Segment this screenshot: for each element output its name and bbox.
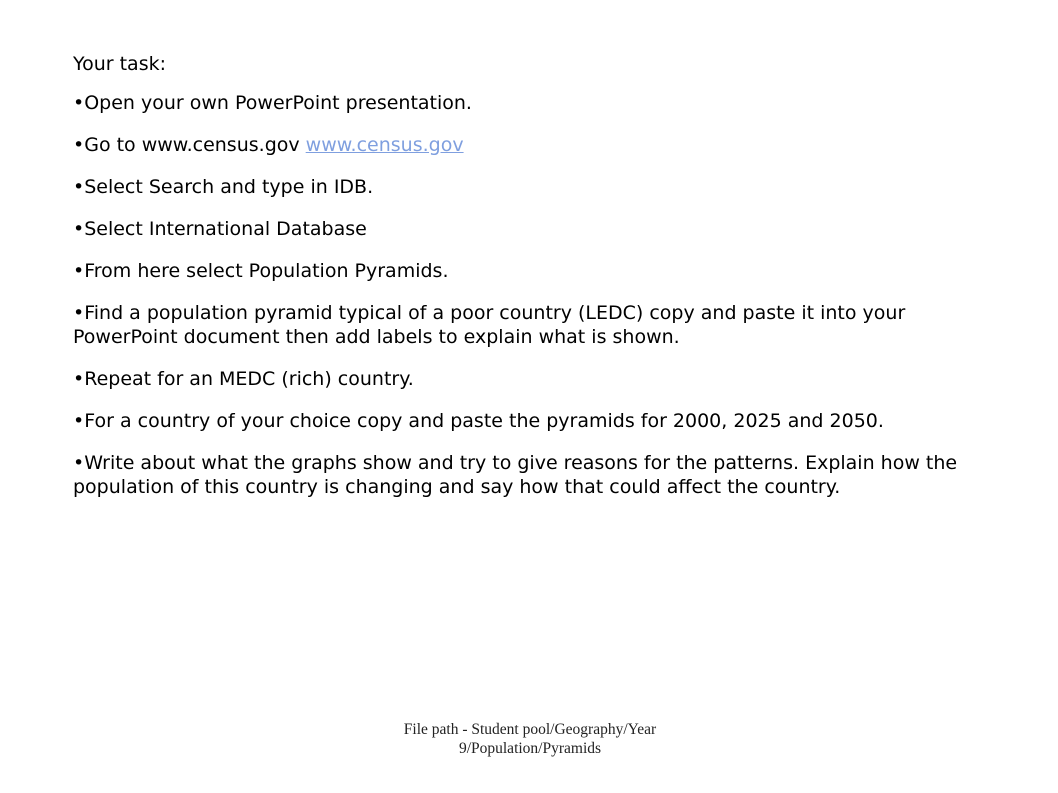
file-path-footer (325, 720, 735, 758)
footer-line-2: 9/Population/Pyramids (458, 740, 602, 757)
step-country-of-choice (73, 409, 973, 433)
step-text: Select Search and type in IDB. (84, 176, 374, 198)
bullet: • (73, 260, 85, 282)
step-international-database (73, 217, 973, 241)
step-text: Find a population pyramid typical of a poor country (LEDC) copy and paste it into your PowerPoint document then add labels to explain what is shown. (73, 302, 906, 348)
bullet: • (73, 410, 85, 432)
census-link[interactable]: www.census.gov (305, 134, 464, 156)
step-population-pyramids (73, 259, 973, 283)
bullet: • (73, 368, 85, 390)
step-go-to-census (73, 133, 973, 157)
step-text: Repeat for an MEDC (rich) country. (84, 368, 414, 390)
bullet: • (73, 302, 85, 324)
slide-body (73, 52, 973, 517)
step-open-powerpoint (73, 91, 973, 115)
bullet: • (73, 452, 85, 474)
step-write-about-graphs (73, 451, 973, 499)
step-text: Go to www.census.gov (84, 134, 306, 156)
bullet: • (73, 218, 85, 240)
step-ledc-pyramid (73, 301, 973, 349)
footer-line-1: File path - Student pool/Geography/Year (403, 721, 657, 738)
step-text: From here select Population Pyramids. (84, 260, 449, 282)
step-text: Open your own PowerPoint presentation. (84, 92, 472, 114)
step-text: Write about what the graphs show and try to give reasons for the patterns. Explain how the population of this country is changing and say how that could affect the country. (73, 452, 958, 498)
bullet: • (73, 134, 85, 156)
task-heading: Your task: (73, 53, 166, 75)
bullet: • (73, 92, 85, 114)
step-text: Select International Database (84, 218, 367, 240)
step-search-idb (73, 175, 973, 199)
bullet: • (73, 176, 85, 198)
step-medc-pyramid (73, 367, 973, 391)
step-text: For a country of your choice copy and paste the pyramids for 2000, 2025 and 2050. (84, 410, 884, 432)
